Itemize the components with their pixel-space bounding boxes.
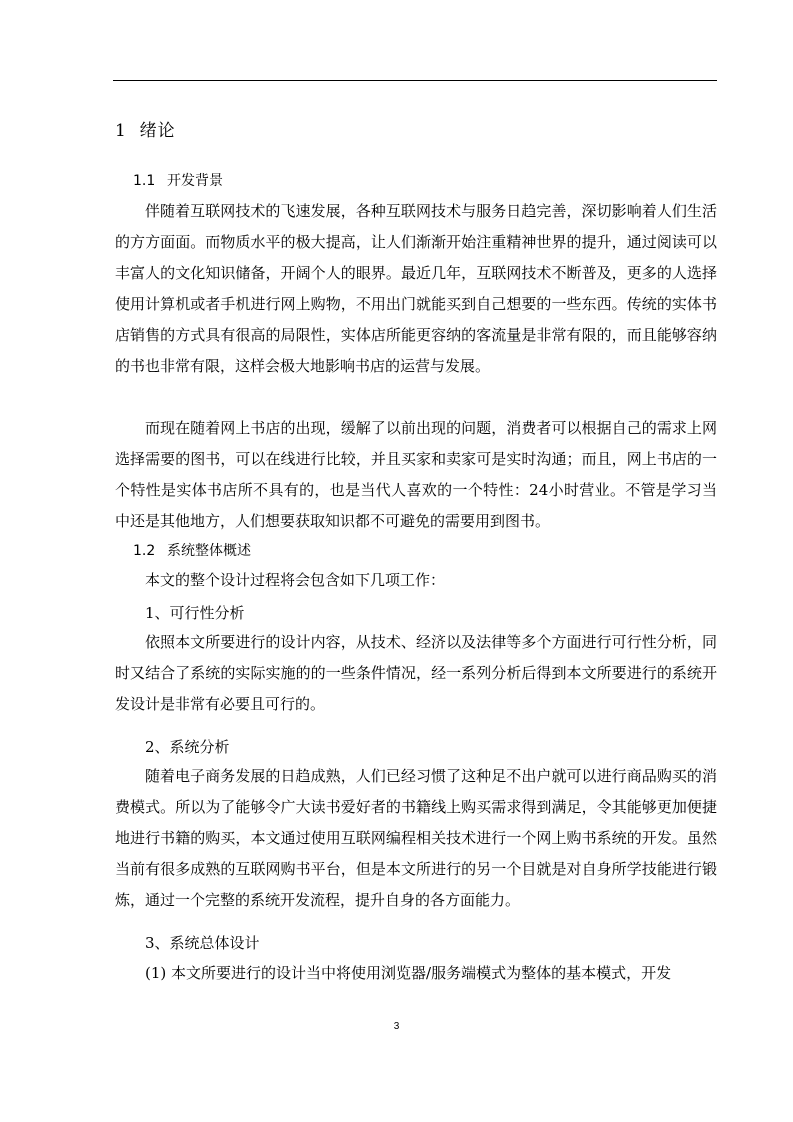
page-number: 3 bbox=[393, 1021, 400, 1032]
section-number: 1.2 bbox=[133, 543, 156, 559]
chapter-number: 1 bbox=[115, 121, 127, 141]
paragraph: 伴随着互联网技术的飞速发展，各种互联网技术与服务日趋完善，深切影响着人们生活的方方面面。而物质水平的极大提高，让人们渐渐开始注重精神世界的提升，通过阅读可以丰富人的文化知识储备，开阔个人的眼界。最近几年，互联网技术不断普及，更多的人选择使用计算机或者手机进行网上购物，不用出门就能买到自己想要的一些东西。传统的实体书店销售的方式具有很高的局限性，实体店所能更容纳的客流量是非常有限的，而且能够容纳的书也非常有限，这样会极大地影响书店的运营与发展。 bbox=[115, 202, 717, 375]
paragraph: (1) 本文所要进行的设计当中将使用浏览器/服务端模式为整体的基本模式，开发 bbox=[145, 964, 672, 982]
chapter-title bbox=[115, 116, 176, 141]
section-number: 1.1 bbox=[133, 173, 156, 189]
section-title: 开发背景 bbox=[167, 173, 223, 189]
intro-paragraph: 本文的整个设计过程将会包含如下几项工作： bbox=[145, 571, 446, 589]
paragraph: 依照本文所要进行的设计内容，从技术、经济以及法律等多个方面进行可行性分析，同时又结合了系统的实际实施的的一些条件情况，经一系列分析后得到本文所要进行的系统开发设计是非常有必要且可行的。 bbox=[115, 633, 717, 713]
item-heading-analysis: 2、系统分析 bbox=[145, 738, 230, 756]
item-heading-design: 3、系统总体设计 bbox=[145, 934, 260, 952]
section-title: 系统整体概述 bbox=[167, 543, 251, 559]
item-heading-feasibility: 1、可行性分析 bbox=[145, 604, 245, 622]
section-heading-1-2 bbox=[133, 540, 251, 560]
paragraph: 随着电子商务发展的日趋成熟，人们已经习惯了这种足不出户就可以进行商品购买的消费模式。所以为了能够令广大读书爱好者的书籍线上购买需求得到满足，令其能够更加便捷地进行书籍的购买，本文通过使用互联网编程相关技术进行一个网上购书系统的开发。虽然当前有很多成熟的互联网购书平台，但是本文所进行的另一个目就是对自身所学技能进行锻炼，通过一个完整的系统开发流程，提升自身的各方面能力。 bbox=[115, 767, 717, 909]
paragraph: 而现在随着网上书店的出现，缓解了以前出现的问题，消费者可以根据自己的需求上网选择需要的图书，可以在线进行比较，并且买家和卖家可是实时沟通；而且，网上书店的一个特性是实体书店所不具有的，也是当代人喜欢的一个特性：24小时营业。不管是学习当中还是其他地方，人们想要获取知识都不可避免的需要用到图书。 bbox=[115, 419, 717, 530]
header-rule bbox=[113, 80, 717, 81]
chapter-title-text: 绪论 bbox=[139, 121, 176, 141]
section-heading-1-1 bbox=[133, 170, 223, 190]
